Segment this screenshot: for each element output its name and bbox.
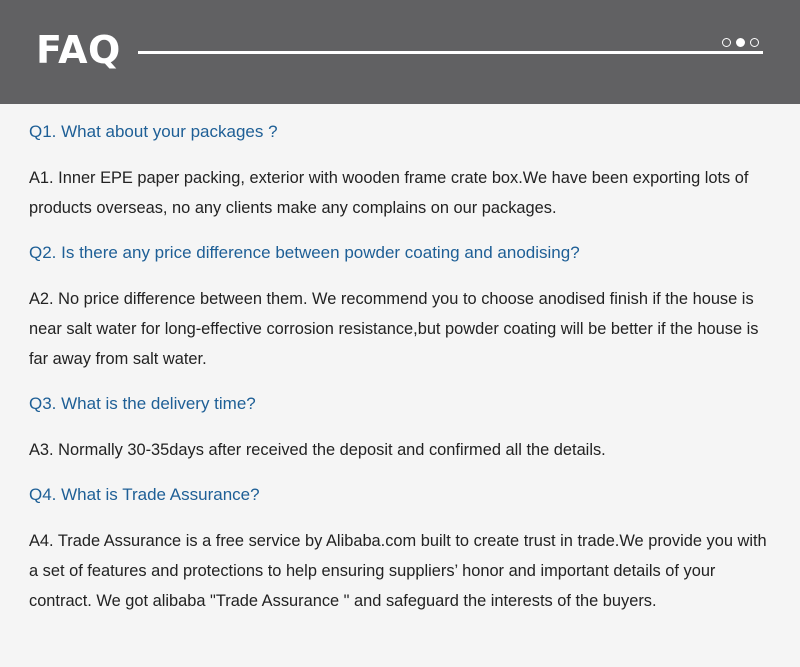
- faq-question: Q4. What is Trade Assurance?: [29, 485, 260, 504]
- faq-item-2: [29, 240, 779, 374]
- carousel-dot-2-active[interactable]: [736, 38, 745, 47]
- faq-header: [0, 0, 800, 104]
- faq-item-1: [29, 119, 779, 223]
- faq-item-4: [29, 482, 779, 616]
- faq-item-3: [29, 391, 779, 465]
- faq-question: Q1. What about your packages ?: [29, 122, 278, 141]
- carousel-dots: [722, 38, 759, 48]
- faq-answer: A4. Trade Assurance is a free service by Alibaba.com built to create trust in trade.We provide you with a set of features and protections to help ensuring suppliers’ honor and important details of your contract. We got alibaba "Trade Assurance " and safeguard the interests of the buyers.: [29, 532, 767, 610]
- faq-answer: A3. Normally 30-35days after received the deposit and confirmed all the details.: [29, 441, 606, 459]
- carousel-dot-3[interactable]: [750, 38, 759, 47]
- faq-answer: A2. No price difference between them. We recommend you to choose anodised finish if the house is near salt water for long-effective corrosion resistance,but powder coating will be better if the house is far away from salt water.: [29, 290, 759, 368]
- faq-question: Q2. Is there any price difference between powder coating and anodising?: [29, 243, 580, 262]
- page-title: FAQ: [36, 28, 121, 72]
- carousel-dot-1[interactable]: [722, 38, 731, 47]
- faq-list: [29, 119, 779, 616]
- header-divider: [138, 51, 763, 54]
- faq-answer: A1. Inner EPE paper packing, exterior with wooden frame crate box.We have been exporting lots of products overseas, no any clients make any complains on our packages.: [29, 169, 749, 217]
- faq-question: Q3. What is the delivery time?: [29, 394, 256, 413]
